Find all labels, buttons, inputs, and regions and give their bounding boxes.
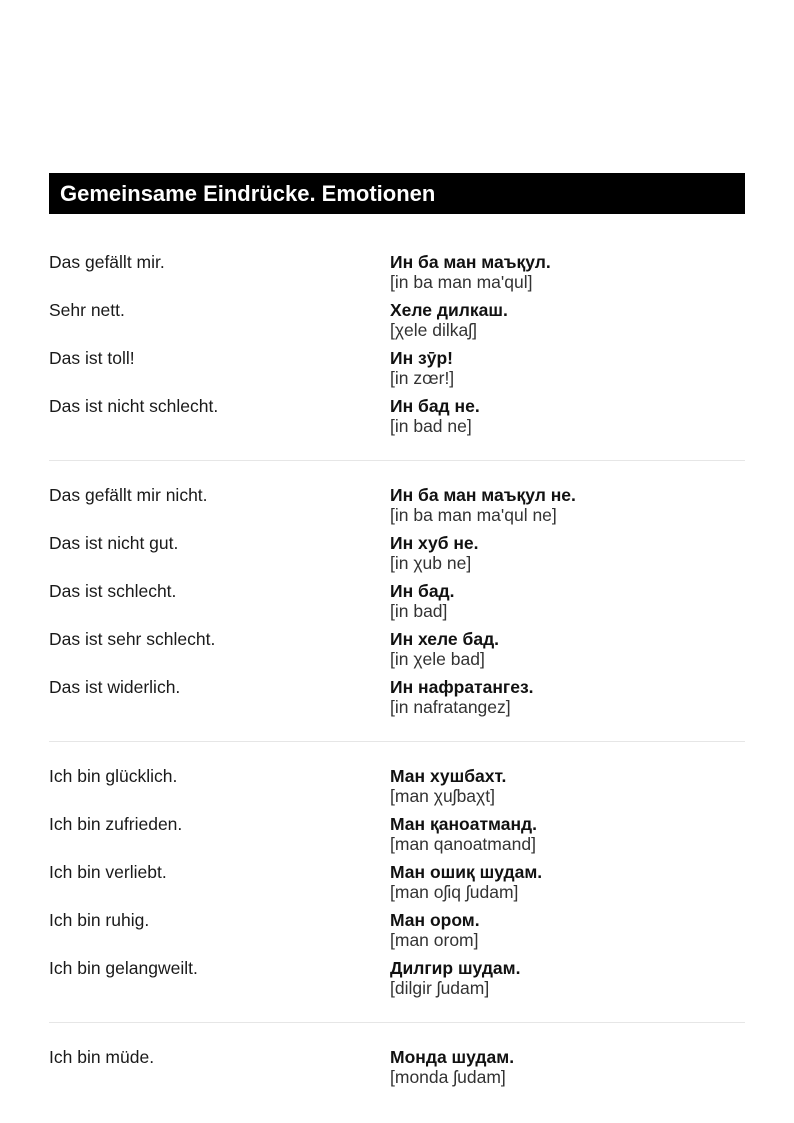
tajik-phrase: Ин зӯр! [390, 348, 453, 368]
phrasebook-page [49, 173, 745, 1095]
phrase-group [49, 741, 745, 1006]
german-phrase: Das ist toll! [49, 348, 135, 368]
german-phrase: Das ist schlecht. [49, 581, 177, 601]
transliteration: [man qanoatmand] [390, 834, 536, 854]
german-phrase: Das ist nicht gut. [49, 533, 179, 553]
tajik-translation [390, 1047, 745, 1095]
german-phrase: Das ist sehr schlecht. [49, 629, 216, 649]
german-phrase: Ich bin glücklich. [49, 766, 178, 786]
tajik-phrase: Монда шудам. [390, 1047, 515, 1067]
german-phrase: Das gefällt mir nicht. [49, 485, 208, 505]
phrase-group [49, 252, 745, 444]
phrase-entry [49, 485, 745, 533]
tajik-phrase: Ин ба ман маъқул. [390, 252, 551, 272]
transliteration: [in bad] [390, 601, 448, 621]
tajik-translation [390, 252, 745, 300]
transliteration: [in zœr!] [390, 368, 455, 388]
transliteration: [man orom] [390, 930, 479, 950]
transliteration: [man oʃiq ʃudam] [390, 882, 519, 902]
phrase-entry [49, 348, 745, 396]
transliteration: [in ba man ma'qul] [390, 272, 533, 292]
phrase-entry [49, 766, 745, 814]
tajik-phrase: Дилгир шудам. [390, 958, 521, 978]
phrase-entry [49, 629, 745, 677]
tajik-phrase: Ин бад не. [390, 396, 480, 416]
tajik-phrase: Ман қаноатманд. [390, 814, 537, 834]
transliteration: [dilgir ʃudam] [390, 978, 490, 998]
tajik-phrase: Ин нафратангез. [390, 677, 534, 697]
tajik-translation [390, 485, 745, 533]
tajik-phrase: Ман ором. [390, 910, 480, 930]
german-phrase: Das ist nicht schlecht. [49, 396, 219, 416]
transliteration: [in bad ne] [390, 416, 472, 436]
transliteration: [man χuʃbaχt] [390, 786, 495, 806]
tajik-translation [390, 766, 745, 814]
phrase-entry [49, 252, 745, 300]
tajik-phrase: Ман ошиқ шудам. [390, 862, 543, 882]
transliteration: [in χub ne] [390, 553, 472, 573]
tajik-translation [390, 533, 745, 581]
tajik-phrase: Ин хеле бад. [390, 629, 500, 649]
german-phrase: Sehr nett. [49, 300, 125, 320]
tajik-translation [390, 300, 745, 348]
transliteration: [in ba man ma'qul ne] [390, 505, 557, 525]
phrase-entry [49, 300, 745, 348]
tajik-phrase: Хеле дилкаш. [390, 300, 508, 320]
section-title: Gemeinsame Eindrücke. Emotionen [49, 173, 745, 214]
tajik-phrase: Ин бад. [390, 581, 455, 601]
tajik-translation [390, 629, 745, 677]
german-phrase: Ich bin verliebt. [49, 862, 167, 882]
tajik-translation [390, 581, 745, 629]
phrase-entry [49, 958, 745, 1006]
german-phrase: Ich bin gelangweilt. [49, 958, 198, 978]
tajik-phrase: Ин ба ман маъқул не. [390, 485, 576, 505]
phrase-groups [49, 252, 745, 1095]
german-phrase: Ich bin müde. [49, 1047, 155, 1067]
german-phrase: Das ist widerlich. [49, 677, 181, 697]
phrase-entry [49, 533, 745, 581]
tajik-translation [390, 814, 745, 862]
tajik-phrase: Ин хуб не. [390, 533, 479, 553]
transliteration: [in χele bad] [390, 649, 485, 669]
german-phrase: Das gefällt mir. [49, 252, 165, 272]
phrase-entry [49, 677, 745, 725]
phrase-entry [49, 1047, 745, 1095]
tajik-translation [390, 958, 745, 1006]
phrase-entry [49, 910, 745, 958]
tajik-translation [390, 396, 745, 444]
transliteration: [in nafratangez] [390, 697, 511, 717]
german-phrase: Ich bin zufrieden. [49, 814, 183, 834]
phrase-group [49, 1022, 745, 1095]
phrase-entry [49, 396, 745, 444]
tajik-phrase: Ман хушбахт. [390, 766, 507, 786]
phrase-entry [49, 862, 745, 910]
phrase-entry [49, 814, 745, 862]
phrase-entry [49, 581, 745, 629]
tajik-translation [390, 862, 745, 910]
phrase-group [49, 460, 745, 725]
transliteration: [χele dilkaʃ] [390, 320, 478, 340]
tajik-translation [390, 910, 745, 958]
transliteration: [monda ʃudam] [390, 1067, 506, 1087]
tajik-translation [390, 348, 745, 396]
german-phrase: Ich bin ruhig. [49, 910, 150, 930]
tajik-translation [390, 677, 745, 725]
